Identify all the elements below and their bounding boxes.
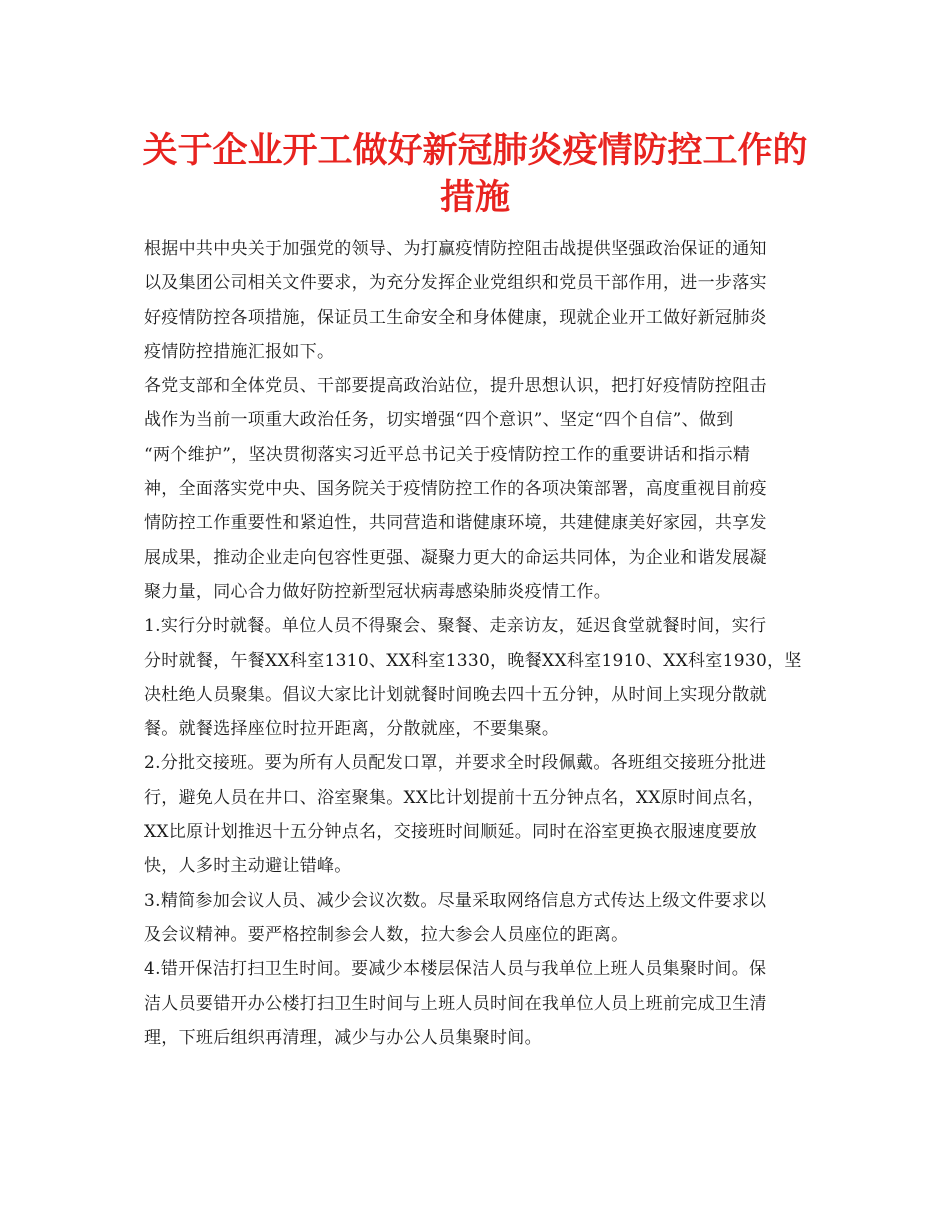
body-line: XX比原计划推迟十五分钟点名，交接班时间顺延。同时在浴室更换衣服速度要放 — [144, 822, 758, 843]
body-line: “两个维护”，坚决贯彻落实习近平总书记关于疫情防控工作的重要讲话和指示精 — [144, 444, 751, 465]
body-line: 各党支部和全体党员、干部要提高政治站位，提升思想认识，把打好疫情防控阻击 — [144, 376, 767, 397]
body-line: 3.精简参加会议人员、减少会议次数。尽量采取网络信息方式传达上级文件要求以 — [144, 890, 767, 911]
body-line: 1.实行分时就餐。单位人员不得聚会、聚餐、走亲访友，延迟食堂就餐时间，实行 — [144, 616, 767, 637]
document-body — [144, 232, 814, 1055]
body-line: 展成果，推动企业走向包容性更强、凝聚力更大的命运共同体，为企业和谐发展凝 — [144, 547, 767, 568]
body-line: 行，避免人员在井口、浴室聚集。XX比计划提前十五分钟点名，XX原时间点名， — [144, 787, 765, 808]
body-line: 以及集团公司相关文件要求，为充分发挥企业党组织和党员干部作用，进一步落实 — [144, 273, 767, 294]
body-line: 4.错开保洁打扫卫生时间。要减少本楼层保洁人员与我单位上班人员集聚时间。保 — [144, 959, 767, 980]
document-title-line-1: 关于企业开工做好新冠肺炎疫情防控工作的 — [142, 130, 808, 171]
body-line: 洁人员要错开办公楼打扫卫生时间与上班人员时间在我单位人员上班前完成卫生清 — [144, 993, 767, 1014]
body-line: 分时就餐，午餐XX科室1310、XX科室1330，晚餐XX科室1910、XX科室1930，坚 — [144, 650, 802, 671]
body-line: 聚力量，同心合力做好防控新型冠状病毒感染肺炎疫情工作。 — [144, 581, 612, 602]
body-line: 理，下班后组织再清理，减少与办公人员集聚时间。 — [144, 1027, 542, 1048]
body-line: 情防控工作重要性和紧迫性，共同营造和谐健康环境，共建健康美好家园，共享发 — [144, 513, 767, 534]
body-line: 决杜绝人员聚集。倡议大家比计划就餐时间晚去四十五分钟，从时间上实现分散就 — [144, 684, 767, 705]
body-line: 神，全面落实党中央、国务院关于疫情防控工作的各项决策部署，高度重视目前疫 — [144, 479, 767, 500]
body-line: 战作为当前一项重大政治任务，切实增强“四个意识”、坚定“四个自信”、做到 — [144, 410, 734, 431]
document-title-line-2: 措施 — [439, 177, 510, 218]
body-line: 餐。就餐选择座位时拉开距离，分散就座，不要集聚。 — [144, 719, 560, 740]
body-line: 根据中共中央关于加强党的领导、为打赢疫情防控阻击战提供坚强政治保证的通知 — [144, 239, 767, 259]
body-line: 及会议精神。要严格控制参会人数，拉大参会人员座位的距离。 — [144, 924, 629, 945]
body-line: 快，人多时主动避让错峰。 — [144, 856, 352, 877]
body-line: 疫情防控措施汇报如下。 — [144, 341, 335, 362]
body-line: 2.分批交接班。要为所有人员配发口罩，并要求全时段佩戴。各班组交接班分批进 — [144, 753, 767, 774]
body-line: 好疫情防控各项措施，保证员工生命安全和身体健康，现就企业开工做好新冠肺炎 — [144, 307, 767, 328]
